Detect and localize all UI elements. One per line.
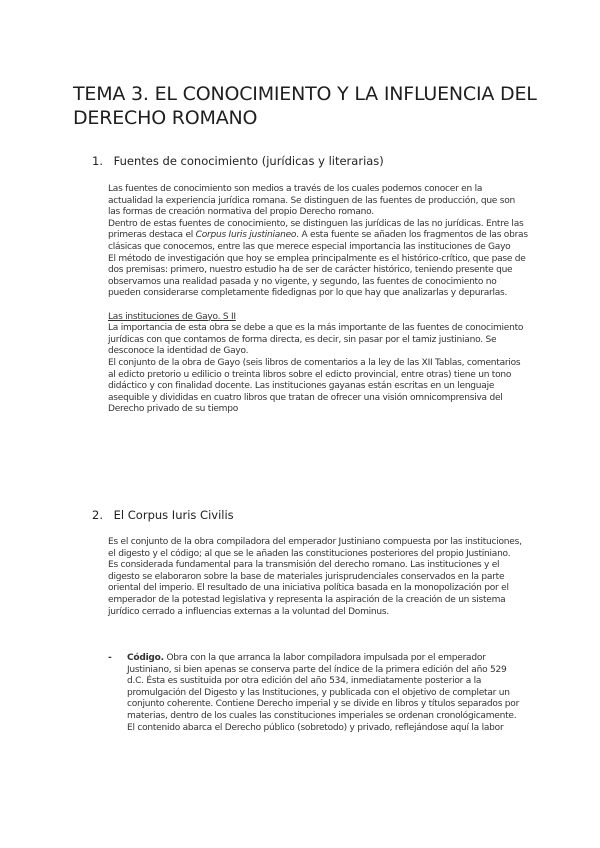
section-1-body xyxy=(108,184,528,416)
paragraph: Es considerada fundamental para la transmisión del derecho romano. Las instituciones y el digesto se elaboraron sobre la base de materiales jurisprudenciales conservados en la parte oriental del imperio. El resultado de una iniciativa política basada en la monopolización por el emperador de la potestad legislativa y representa la aspiración de la creación de un sistema jurídico cerrado a influencias externas a la voluntad del Dominus. xyxy=(108,560,509,617)
italic-term: Corpus Iuris justinianeo xyxy=(195,230,297,241)
paragraph: Las fuentes de conocimiento son medios a través de los cuales podemos conocer en la actualidad la experiencia jurídica romana. Se distinguen de las fuentes de producción, que son las formas de creación normativa del propio Derecho romano. xyxy=(108,184,515,218)
section-1-heading xyxy=(92,154,384,169)
bullet-dash: - xyxy=(108,653,112,663)
section-1-title: Fuentes de conocimiento (jurídicas y literarias) xyxy=(113,154,384,168)
paragraph: Es el conjunto de la obra compiladora del emperador Justiniano compuesta por las instituciones, el digesto y el código; al que se le añaden las constituciones posteriores del propio Justiniano. xyxy=(108,537,522,559)
bullet-label: Código. xyxy=(127,653,164,663)
section-2-title: El Corpus Iuris Civilis xyxy=(113,508,234,522)
paragraph: La importancia de esta obra se debe a que es la más importante de las fuentes de conocimiento jurídicas con que contamos de forma directa, es decir, sin pasar por el tamiz justiniano. Se desconoce la identidad de Gayo. xyxy=(108,323,524,357)
paragraph: El conjunto de la obra de Gayo (seis libros de comentarios a la ley de las XII Tablas, comentarios al edicto pretorio u edilicio o treinta libros sobre el edicto provincial, entre otras) tiene un tono didáctico y con finalidad docente. Las instituciones gayanas están escritas en un lenguaje asequible y divididas en cuatro libros que tratan de ofrecer una visión omnicomprensiva del Derecho privado de su tiempo xyxy=(108,357,521,415)
subsection-heading: Las instituciones de Gayo. S II xyxy=(108,311,236,322)
section-2-number: 2. xyxy=(92,508,103,522)
text-run: Dentro de estas fuentes de conocimiento, se distinguen las jurídicas de las no jurídicas. Entre las primeras destaca el xyxy=(108,218,524,241)
section-2-heading xyxy=(92,508,234,523)
page-title: TEMA 3. EL CONOCIMIENTO Y LA INFLUENCIA DEL DERECHO ROMANO xyxy=(73,83,537,129)
list-item xyxy=(108,653,525,734)
text-run: Obra con la que arranca la labor compiladora impulsada por el emperador Justiniano, si bien apenas se conserva parte del índice de la primera edición del año 529 d.C. Ésta es sustituida por otra edición del año 534, inmediatamente posterior a la promulgación del Digesto y las Instituciones, y publicada con el objetivo de completar un conjunto coherente. Contiene Derecho imperial y se divide en libros y títulos separados por materias, dentro de los cuales las constituciones imperiales se ordenan cronológicamente. El contenido abarca el Derecho público (sobretodo) y privado, reflejándose aquí la labor xyxy=(127,653,520,733)
section-2-body xyxy=(108,537,528,618)
paragraph xyxy=(108,219,528,254)
bullet-text xyxy=(127,653,525,734)
section-1-number: 1. xyxy=(92,154,103,168)
paragraph: El método de investigación que hoy se emplea principalmente es el histórico-crítico, que pase de dos premisas: primero, nuestro estudio ha de ser de carácter histórico, teniendo presente que observamos una realidad pasada y no vigente, y segundo, las fuentes de conocimiento no pueden considerarse completamente fidedignas por lo que hay que analizarlas y depurarlas. xyxy=(108,253,526,299)
text-run: . A esta fuente se añaden los fragmentos de las obras clásicas que conocemos, entre las que merece especial importancia las instituciones de Gayo xyxy=(108,230,528,252)
